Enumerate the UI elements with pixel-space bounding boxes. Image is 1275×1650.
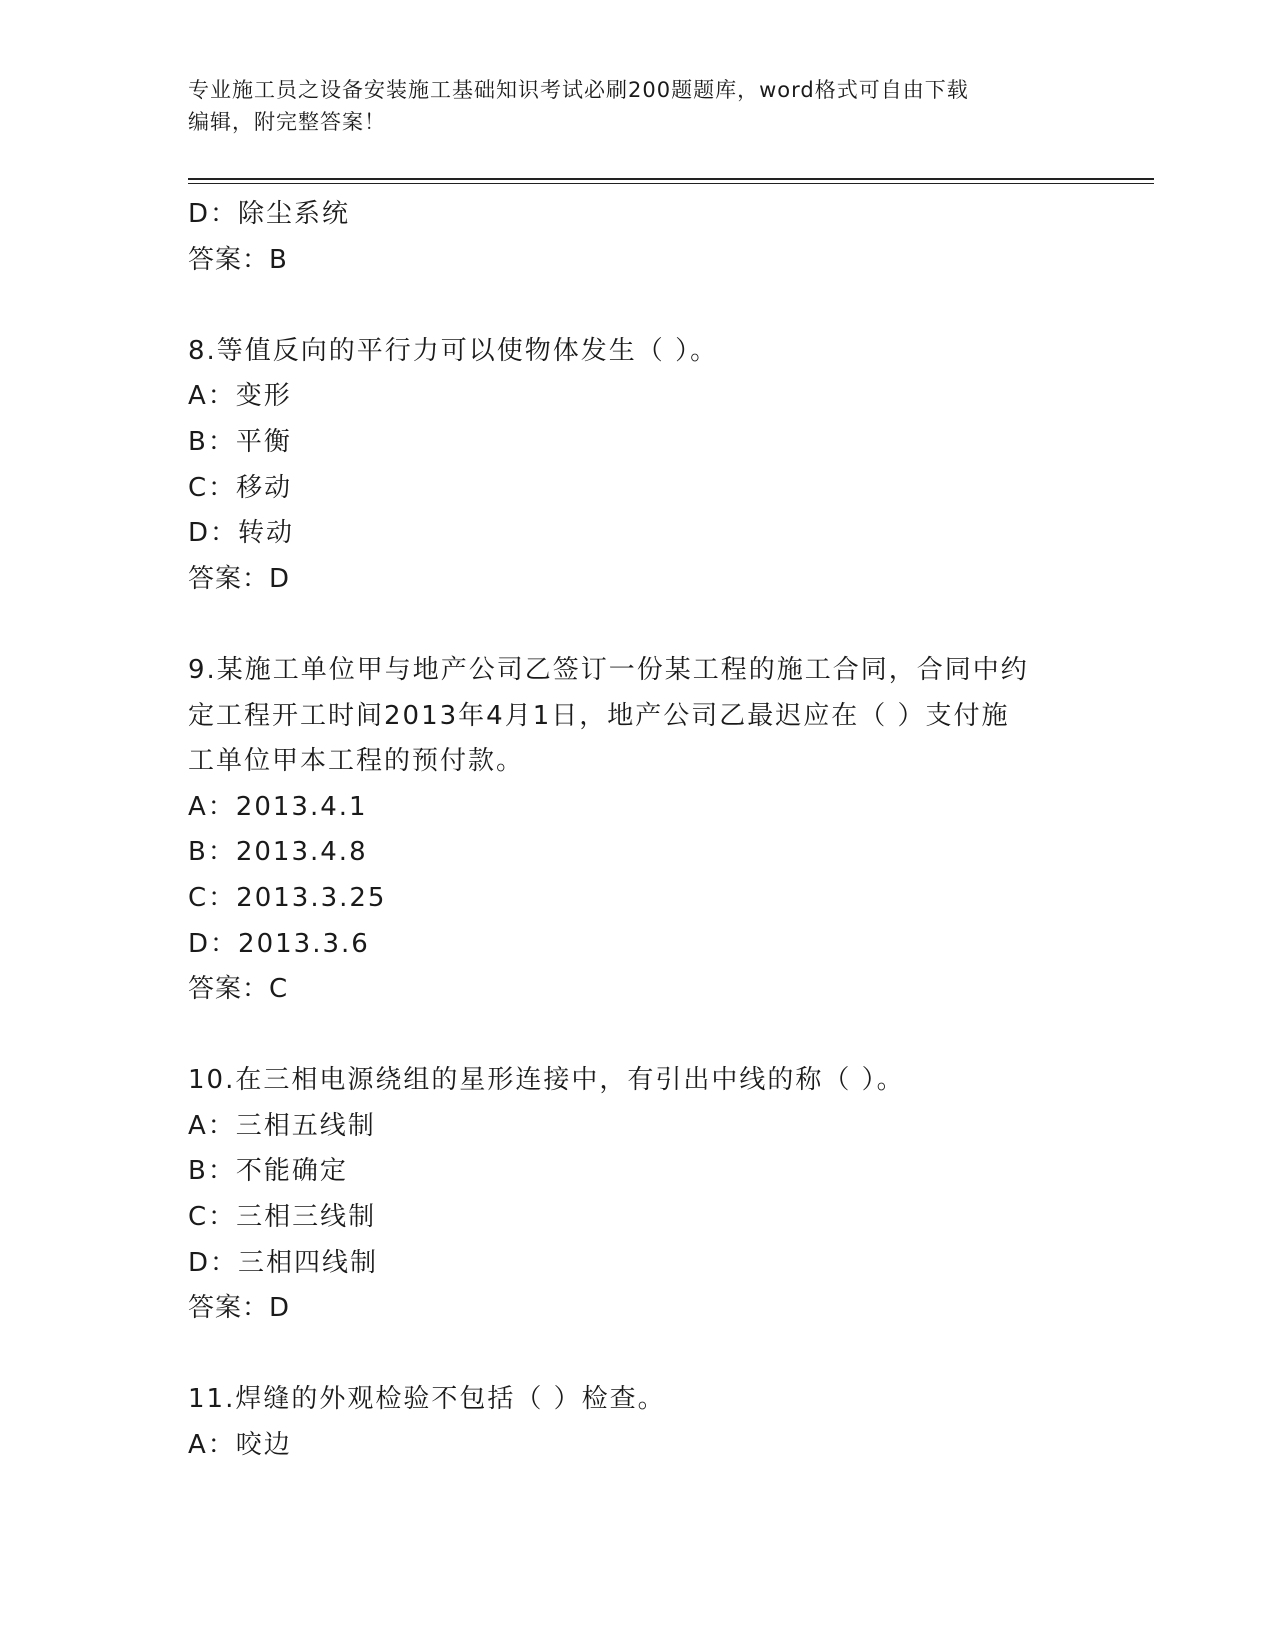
answer-value: D [269, 563, 290, 594]
option-d: D：转动 [188, 518, 295, 549]
prev-option-d: D：除尘系统 [188, 199, 351, 229]
header-rule-thick [188, 178, 1154, 180]
option-a: A：三相五线制 [188, 1110, 376, 1141]
option-a: A：咬边 [188, 1430, 292, 1461]
option-d: D：三相四线制 [188, 1247, 379, 1278]
answer [188, 1286, 1088, 1332]
question-stem: 8.等值反向的平行力可以使物体发生（ ）。 [188, 335, 719, 366]
question-9 [188, 648, 1088, 1013]
option-c: C：2013.3.25 [188, 882, 387, 913]
question-stem-line-1: 9.某施工单位甲与地产公司乙签订一份某工程的施工合同，合同中约 [188, 654, 1029, 685]
option-a: A：变形 [188, 381, 292, 412]
answer-value: B [269, 244, 287, 275]
option-a: A：2013.4.1 [188, 791, 368, 822]
answer [188, 557, 1088, 603]
answer-value: C [269, 974, 288, 1005]
question-10 [188, 1058, 1088, 1332]
question-8 [188, 329, 1088, 603]
answer-value: D [269, 1293, 290, 1324]
header-rule-thin [188, 183, 1154, 184]
question-stem: 11.焊缝的外观检验不包括（ ）检查。 [188, 1384, 666, 1415]
answer-label: 答案： [188, 563, 270, 594]
question-stem-line-2: 定工程开工时间2013年4月1日，地产公司乙最迟应在（ ）支付施 [188, 700, 1010, 731]
question-11 [188, 1377, 1088, 1468]
question-stem-line-3: 工单位甲本工程的预付款。 [188, 746, 525, 777]
option-c: C：三相三线制 [188, 1202, 377, 1233]
answer-label: 答案： [188, 244, 270, 275]
question-stem: 10.在三相电源绕组的星形连接中，有引出中线的称（ ）。 [188, 1065, 905, 1096]
option-b: B：2013.4.8 [188, 837, 368, 868]
option-d: D：2013.3.6 [188, 928, 370, 959]
answer-label: 答案： [188, 1293, 270, 1324]
document-header [188, 74, 1078, 138]
header-line-2: 编辑，附完整答案！ [188, 110, 386, 134]
header-line-1: 专业施工员之设备安装施工基础知识考试必刷200题题库，word格式可自由下载 [188, 78, 969, 102]
answer-label: 答案： [188, 974, 270, 1005]
prev-answer [188, 238, 1088, 284]
question-list [188, 192, 1088, 1469]
option-b: B：不能确定 [188, 1156, 348, 1187]
answer [188, 967, 1088, 1013]
option-b: B：平衡 [188, 426, 292, 457]
option-c: C：移动 [188, 472, 293, 503]
